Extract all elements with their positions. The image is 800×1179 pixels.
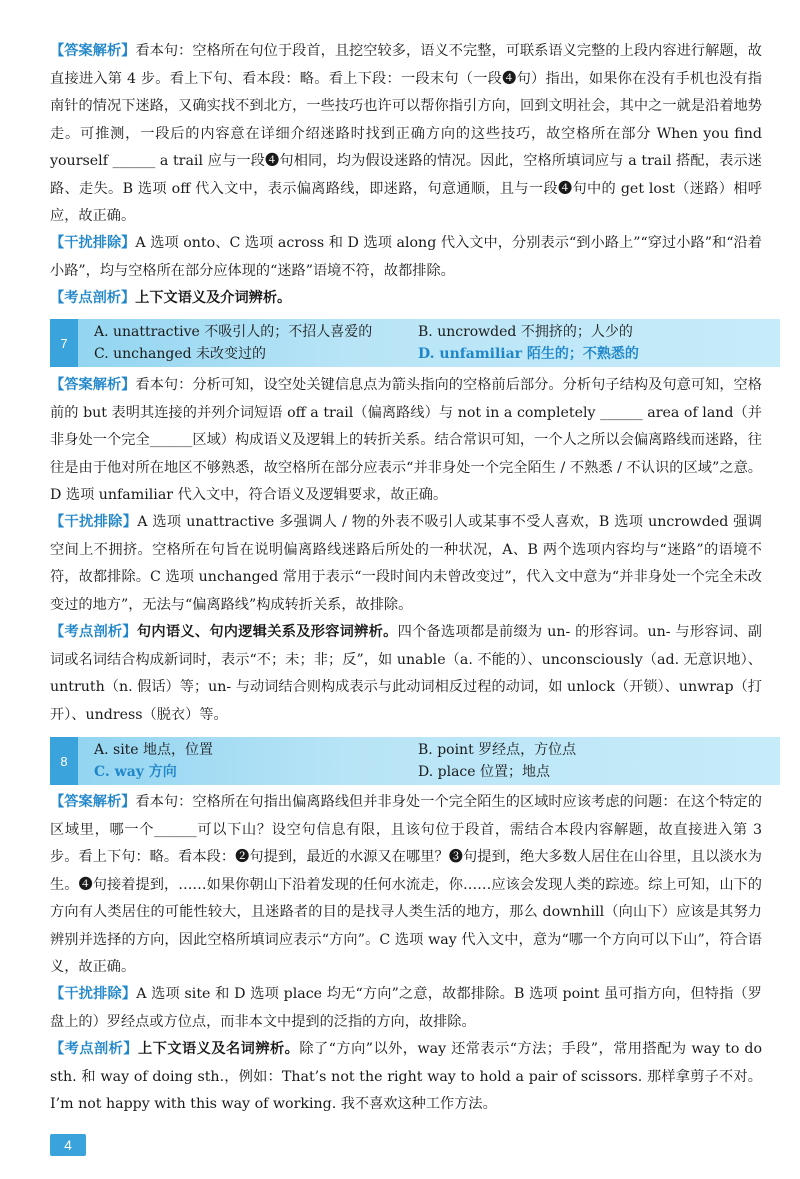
q8-distractor-elimination [50, 981, 762, 1036]
q8-option-d: D. place 位置；地点 [418, 764, 550, 780]
q8-answer-analysis [50, 789, 762, 982]
q7-option-b: B. uncrowded 不拥挤的；人少的 [418, 324, 633, 340]
answer-analysis-tag: 【答案解析】 [50, 377, 136, 393]
exam-point-tag: 【考点剖析】 [50, 290, 136, 306]
answer-analysis-tag: 【答案解析】 [50, 43, 136, 59]
q7-options-band [50, 319, 780, 367]
q8-option-b: B. point 罗经点，方位点 [418, 742, 577, 758]
q7-distractor-elimination [50, 509, 762, 619]
exam-point-tag: 【考点剖析】 [50, 1041, 138, 1057]
q7-option-d-correct: D. unfamiliar 陌生的；不熟悉的 [418, 346, 639, 362]
q8-point-head: 上下文语义及名词辨析。 [138, 1041, 300, 1057]
distractor-tag: 【干扰排除】 [50, 235, 136, 251]
answer-analysis-tag: 【答案解析】 [50, 794, 136, 810]
q8-point-text: 除了“方向”以外，way 还常表示“方法；手段”，常用搭配为 way to do sth. 和 way of doing sth.，例如：That’s not the right way to hold a pair of scissors. 那样拿剪子不对。I’m not happy with this way of working. 我不喜欢这种工作方法。 [50, 1041, 762, 1112]
q7-exam-point [50, 619, 762, 729]
q7-answer-analysis [50, 372, 762, 510]
q7-number: 7 [50, 319, 78, 367]
q7-option-c: C. unchanged 未改变过的 [94, 346, 267, 362]
q6-point-text: 上下文语义及介词辨析。 [135, 290, 292, 306]
q8-option-a: A. site 地点，位置 [94, 742, 214, 758]
q7-point-head: 句内语义、句内逻辑关系及形容词辨析。 [136, 624, 398, 640]
q6-distractor-elimination [50, 230, 762, 285]
q6-answer-analysis [50, 38, 762, 231]
q8-number: 8 [50, 737, 78, 785]
q8-answer-text: 看本句：空格所在句指出偏离路线但并非身处一个完全陌生的区域时应该考虑的问题：在这个特定的区域里，哪一个______可以下山？设空句信息有限，且该句位于段首，需结合本段内容解题，故直接进入第 3 步。看上下句：略。看本段：❷句提到，最近的水源又在哪里？❸句提到，绝大多数人居住在山谷里，且以淡水为生。❹句接着提到，……如果你朝山下沿着发现的任何水流走，你……应该会发现人类的踪迹。综上可知，山下的方向有人类居住的可能性较大，且迷路者的目的是找寻人类生活的地方，那么 downhill（向山下）应该是其努力辨别并选择的方向，因此空格所填词应表示“方向”。C 选项 way 代入文中，意为“哪一个方向可以下山”，符合语义，故正确。 [50, 794, 762, 975]
q8-option-c-correct: C. way 方向 [94, 764, 177, 780]
q6-exam-point [50, 285, 762, 313]
q6-answer-text: 看本句：空格所在句位于段首，且挖空较多，语义不完整，可联系语义完整的上段内容进行解题，故直接进入第 4 步。看上下句、看本段：略。看上下段：一段末句（一段❹句）指出，如果你在没有手机也没有指南针的情况下迷路，又确实找不到北方，一些技巧也许可以帮你指引方向，回到文明社会，其中之一就是沿着地势走。可推测，一段后的内容意在详细介绍迷路时找到正确方向的这些技巧，故空格所在部分 When you find yourself ______ a trail 应与一段❹句相同，均为假设迷路的情况。因此，空格所填词应与 a trail 搭配，表示迷路、走失。B 选项 off 代入文中，表示偏离路线，即迷路，句意通顺，且与一段❹句中的 get lost（迷路）相呼应，故正确。 [50, 43, 762, 224]
q6-distractor-text: A 选项 onto、C 选项 across 和 D 选项 along 代入文中，分别表示“到小路上”“穿过小路”和“沿着小路”，均与空格所在部分应体现的“迷路”语境不符，故都排除。 [50, 235, 762, 279]
q7-answer-text: 看本句：分析可知，设空处关键信息点为箭头指向的空格前后部分。分析句子结构及句意可知，空格前的 but 表明其连接的并列介词短语 off a trail（偏离路线）与 not in a completely ______ area of land（并非身处一个完全______区域）构成语义及逻辑上的转折关系。结合常识可知，一个人之所以会偏离路线而迷路，往往是由于他对所在地区不够熟悉，故空格所在部分应表示“并非身处一个完全陌生 / 不熟悉 / 不认识的区域”之意。D 选项 unfamiliar 代入文中，符合语义及逻辑要求，故正确。 [50, 377, 762, 503]
q8-exam-point [50, 1036, 762, 1119]
q7-distractor-text: A 选项 unattractive 多强调人 / 物的外表不吸引人或某事不受人喜欢，B 选项 uncrowded 强调空间上不拥挤。空格所在句旨在说明偏离路线迷路后所处的一种状况，A、B 两个选项内容均与“迷路”的语境不符，故都排除。C 选项 unchanged 常用于表示“一段时间内未曾改变过”，代入文中意为“并非身处一个完全未改变过的地方”，无法与“偏离路线”构成转折关系，故排除。 [50, 514, 762, 613]
page-number: 4 [50, 1134, 86, 1156]
q7-option-a: A. unattractive 不吸引人的；不招人喜爱的 [94, 324, 373, 340]
distractor-tag: 【干扰排除】 [50, 514, 138, 530]
q7-point-text: 四个备选项都是前缀为 un- 的形容词。un- 与形容词、副词或名词结合构成新词时，表示“不；未；非；反”，如 unable（a. 不能的）、unconsciously（ad. 无意识地）、untruth（n. 假话）等；un- 与动词结合则构成表示与此动词相反过程的动词，如 unlock（开锁）、unwrap（打开）、undress（脱衣）等。 [50, 624, 762, 723]
q8-distractor-text: A 选项 site 和 D 选项 place 均无“方向”之意，故都排除。B 选项 point 虽可指方向，但特指（罗盘上的）罗经点或方位点，而非本文中提到的泛指的方向，故排除。 [50, 986, 762, 1030]
exam-point-tag: 【考点剖析】 [50, 624, 137, 640]
distractor-tag: 【干扰排除】 [50, 986, 137, 1002]
q8-options-band [50, 737, 780, 785]
